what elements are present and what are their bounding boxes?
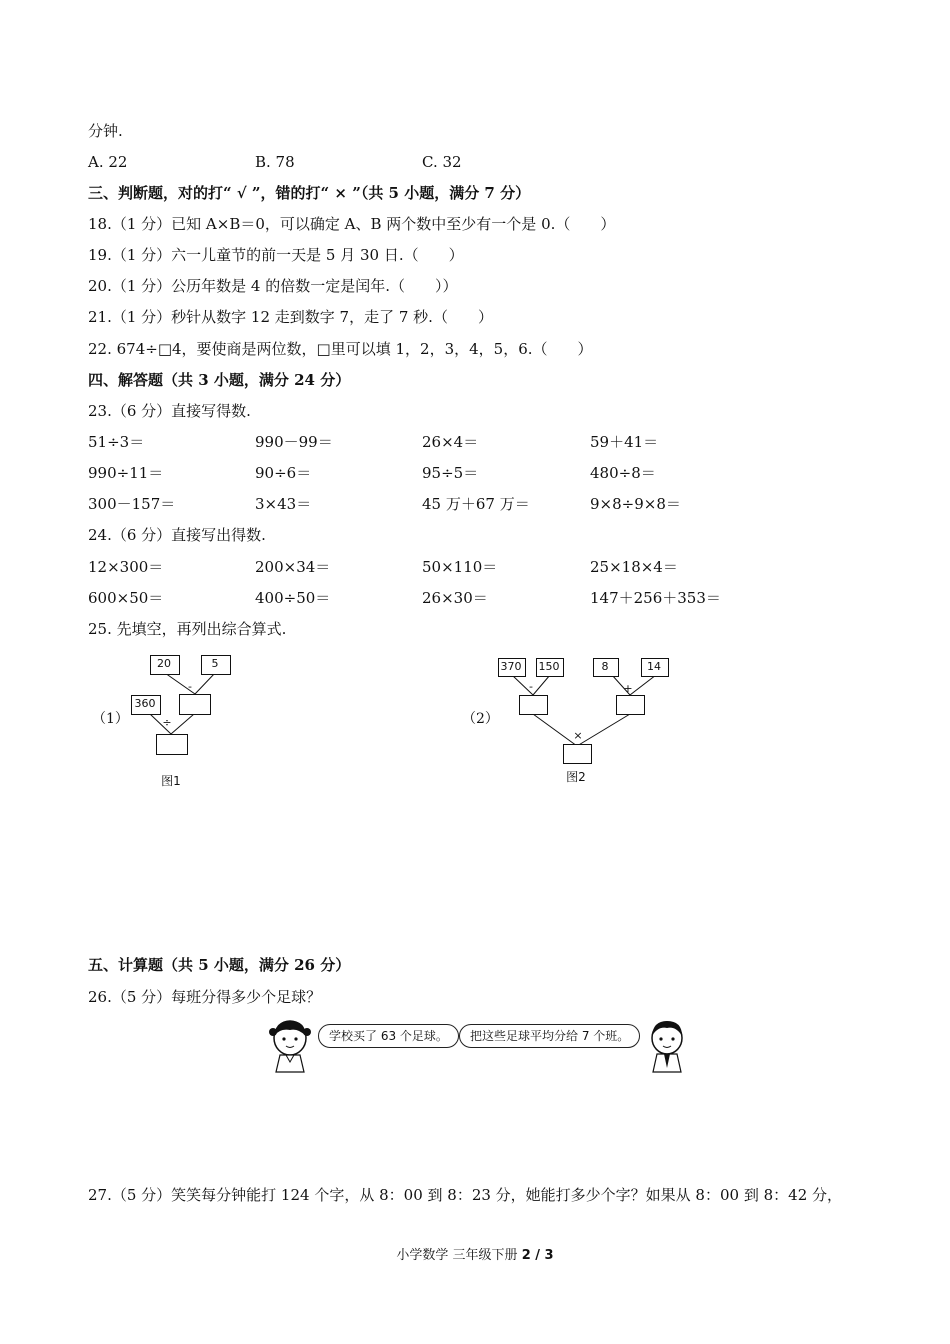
figure-1-label: （1） — [92, 711, 129, 727]
boy-illustration — [644, 1018, 690, 1074]
fig2-answer-box-right[interactable] — [616, 695, 645, 715]
footer-title: 小学数学 三年级下册 — [396, 1248, 522, 1263]
fig2-multiply-sign: × — [573, 729, 583, 742]
question-18: 18.（1 分）已知 A×B＝0，可以确定 A、B 两个数中至少有一个是 0.（ ） — [88, 215, 616, 233]
q23-item: 26×4＝ — [422, 433, 479, 451]
question-19: 19.（1 分）六一儿童节的前一天是 5 月 30 日.（ ） — [88, 246, 464, 264]
question-21: 21.（1 分）秒针从数字 12 走到数字 7，走了 7 秒.（ ） — [88, 308, 493, 326]
speech-bubble-left: 学校买了 63 个足球。 — [318, 1024, 459, 1048]
speech-bubble-right: 把这些足球平均分给 7 个班。 — [459, 1024, 640, 1048]
fig2-value-370: 370 — [500, 660, 522, 673]
q24-item: 12×300＝ — [88, 558, 164, 576]
fig1-answer-box-lower[interactable] — [156, 734, 188, 755]
fig2-value-150: 150 — [538, 660, 560, 673]
section-4-heading: 四、解答题（共 3 小题，满分 24 分） — [88, 371, 351, 389]
fig2-plus-sign: + — [623, 682, 633, 695]
fig2-value-14: 14 — [647, 660, 661, 673]
q24-item: 25×18×4＝ — [590, 558, 678, 576]
q23-item: 3×43＝ — [255, 495, 312, 513]
q24-item: 200×34＝ — [255, 558, 331, 576]
girl-illustration — [268, 1018, 314, 1074]
q24-item: 400÷50＝ — [255, 589, 331, 607]
fig1-value-20: 20 — [157, 657, 171, 670]
q23-item: 95÷5＝ — [422, 464, 479, 482]
q23-item: 90÷6＝ — [255, 464, 312, 482]
fig1-answer-box-upper[interactable] — [179, 694, 211, 715]
figure-1-caption: 图1 — [161, 774, 181, 788]
q23-item: 990÷11＝ — [88, 464, 164, 482]
fig2-value-8: 8 — [601, 660, 609, 673]
fig1-value-360: 360 — [134, 697, 156, 710]
fig1-divide-sign: ÷ — [162, 716, 172, 729]
fig2-minus-sign: - — [529, 680, 533, 693]
option-c: C. 32 — [422, 153, 462, 171]
q24-item: 147＋256＋353＝ — [590, 589, 721, 607]
fig2-answer-box-left[interactable] — [519, 695, 548, 715]
fig1-minus-sign: - — [188, 680, 192, 693]
option-a: A. 22 — [88, 153, 128, 171]
page-number: 2 / 3 — [521, 1248, 554, 1263]
question-27: 27.（5 分）笑笑每分钟能打 124 个字，从 8：00 到 8：23 分，她能打多少个字？如果从 8：00 到 8：42 分， — [88, 1186, 843, 1204]
q23-item: 51÷3＝ — [88, 433, 145, 451]
figure-2-caption: 图2 — [566, 770, 586, 784]
option-b: B. 78 — [255, 153, 295, 171]
q23-item: 300－157＝ — [88, 495, 176, 513]
fig2-answer-box-bottom[interactable] — [563, 744, 592, 764]
question-22: 22. 674÷□4，要使商是两位数，□里可以填 1，2，3，4，5，6.（ ） — [88, 340, 593, 358]
question-26: 26.（5 分）每班分得多少个足球？ — [88, 988, 322, 1006]
question-25: 25. 先填空，再列出综合算式. — [88, 620, 287, 638]
question-20: 20.（1 分）公历年数是 4 的倍数一定是闰年.（ ）） — [88, 277, 458, 295]
q23-item: 59＋41＝ — [590, 433, 659, 451]
q23-item: 990－99＝ — [255, 433, 333, 451]
q23-item: 45 万＋67 万＝ — [422, 495, 530, 513]
q24-item: 26×30＝ — [422, 589, 488, 607]
q24-item: 50×110＝ — [422, 558, 498, 576]
question-23: 23.（6 分）直接写得数. — [88, 402, 251, 420]
q23-item: 480÷8＝ — [590, 464, 656, 482]
question-17-tail: 分钟. — [88, 122, 123, 140]
page-footer — [0, 1244, 950, 1263]
section-3-heading: 三、判断题，对的打“ √ ”，错的打“ × ”（共 5 小题，满分 7 分） — [88, 184, 531, 202]
figure-2-label: （2） — [462, 711, 499, 727]
q23-item: 9×8÷9×8＝ — [590, 495, 681, 513]
fig1-value-5: 5 — [211, 657, 219, 670]
question-24: 24.（6 分）直接写出得数. — [88, 526, 266, 544]
q24-item: 600×50＝ — [88, 589, 164, 607]
section-5-heading: 五、计算题（共 5 小题，满分 26 分） — [88, 956, 351, 974]
